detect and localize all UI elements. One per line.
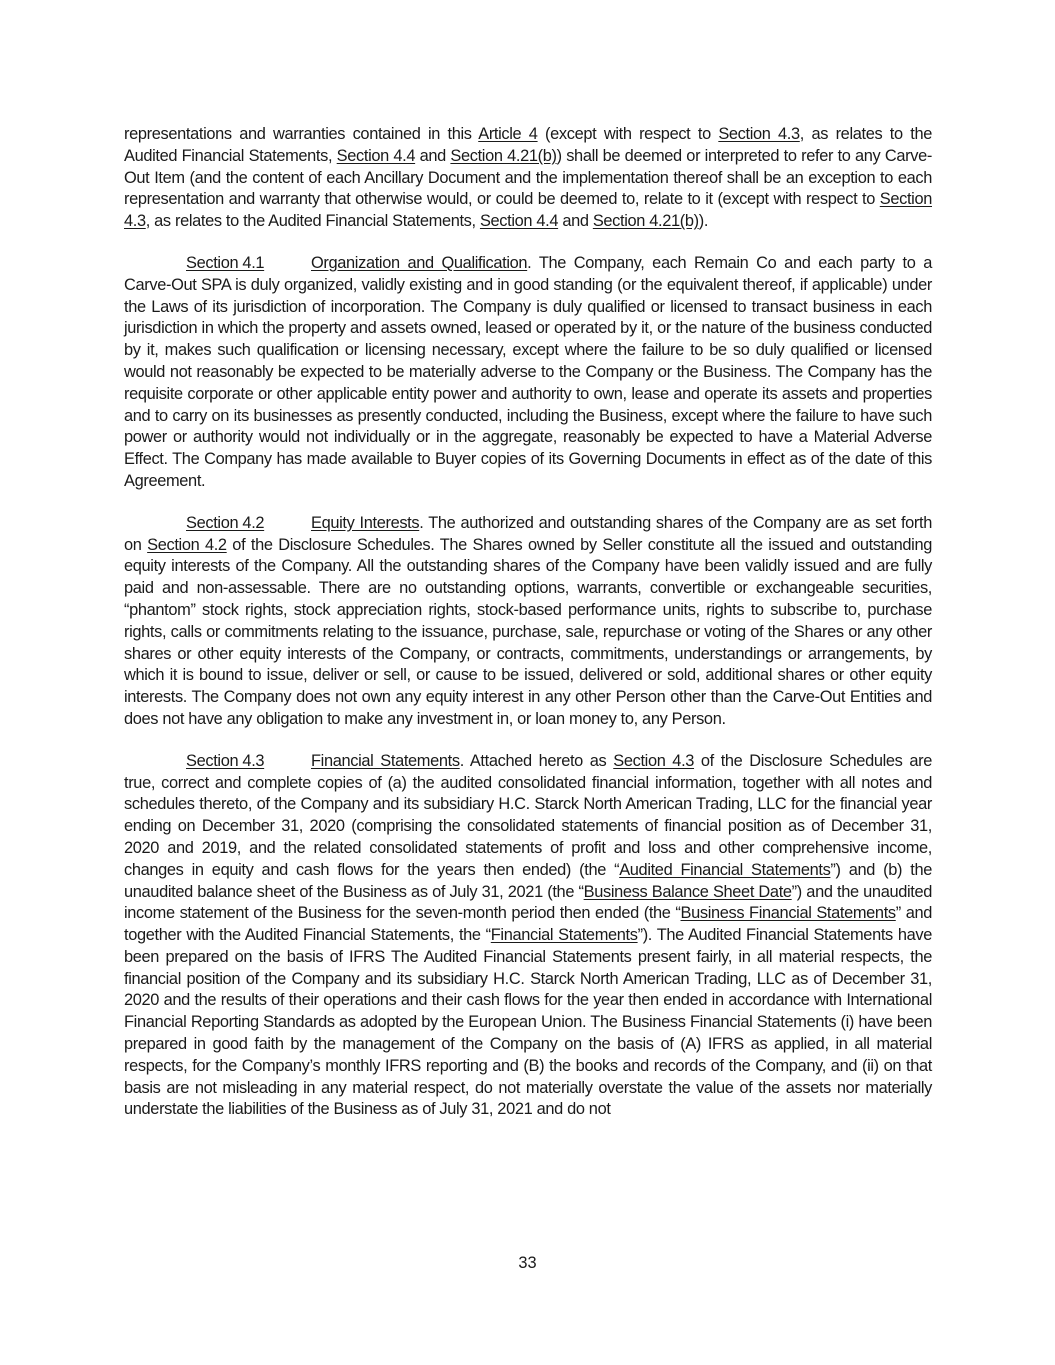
section-4-1-heading: Organization and Qualification — [311, 253, 528, 272]
defined-term-business-balance-sheet-date: Business Balance Sheet Date — [583, 882, 792, 901]
section-4-1-number: Section 4.1 — [186, 253, 265, 272]
section-4-2-heading: Equity Interests — [311, 513, 420, 532]
section-4-3-number: Section 4.3 — [186, 751, 265, 770]
defined-term-audited-financial-statements: Audited Financial Statements — [619, 860, 831, 879]
section-4-2-paragraph: Section 4.2 Equity Interests. The authorized and outstanding shares of the Company are as set forth on Section 4.2 of the Disclosure Schedules. The Shares owned by Seller constitute all the issued and outstanding equity interests of the Company. All the outstanding shares of the Company have been validly issued and are fully paid and non-assessable. There are no outstanding options, warrants, convertible or exchangeable securities, “phantom” stock rights, stock appreciation rights, stock-based performance units, rights to subscribe to, purchase rights, calls or commitments relating to the issuance, purchase, sale, repurchase or voting of the Shares or any other shares or other equity interests of the Company, or contracts, commitments, understandings or arrangements, by which it is bound to issue, deliver or sell, or cause to be issued, delivered or sold, additional shares or other equity interests. The Company does not own any equity interest in any other Person other than the Carve-Out Entities and does not have any obligation to make any investment in, or loan money to, any Person. — [124, 513, 932, 728]
defined-term-business-financial-statements: Business Financial Statements — [680, 904, 896, 923]
section-4-21b-link[interactable]: Section 4.21(b) — [592, 212, 699, 231]
section-4-1-paragraph: Section 4.1 Organization and Qualification. The Company, each Remain Co and each party to a Carve-Out SPA is duly organized, validly existing and in good standing (or the equivalent thereof, if applicable) under the Laws of its jurisdiction of incorporation. The Company is duly qualified or licensed to transact business in each jurisdiction in which the property and assets owned, leased or operated by it, or the nature of the business conducted by it, makes such qualification or licensing necessary, except where the failure to be so duly qualified or licensed would not reasonably be expected to be materially adverse to the Company or the Business. The Company has the requisite corporate or other applicable entity power and authority to own, lease and operate its assets and properties and to carry on its businesses as presently conducted, including the Business, except where the failure to have such power or authority would not individually or in the aggregate, reasonably be expected to have a Material Adverse Effect. The Company has made available to Buyer copies of its Governing Documents in effect as of the date of this Agreement. — [124, 253, 932, 490]
section-4-3-link[interactable]: Section 4.3 — [718, 125, 800, 143]
section-4-2-number: Section 4.2 — [186, 513, 265, 532]
intro-paragraph: representations and warranties contained in this Article 4 (except with respect to Section 4.3, as relates to the Audited Financial Statements, Section 4.4 and Section 4.21(b)) shall be deemed or interpreted to refer to any Carve-Out Item (and the content of each Ancillary Document and the implementation thereof shall be an exception to each representation and warranty that otherwise would, or could be deemed to, relate to it (except with respect to Section 4.3, as relates to the Audited Financial Statements, Section 4.4 and Section 4.21(b)). — [124, 125, 932, 231]
page-number: 33 — [518, 1254, 537, 1272]
section-4-3-link[interactable]: Section 4.3 — [613, 751, 695, 770]
document-page — [124, 124, 932, 1141]
section-4-21b-link[interactable]: Section 4.21(b) — [450, 146, 557, 165]
section-4-3-heading: Financial Statements — [311, 751, 460, 770]
section-4-3-link[interactable]: Section 4.3 — [124, 190, 932, 231]
section-4-4-link[interactable]: Section 4.4 — [336, 146, 416, 165]
section-4-2-link[interactable]: Section 4.2 — [147, 535, 227, 554]
article-4-link[interactable]: Article 4 — [478, 125, 538, 143]
section-4-4-link[interactable]: Section 4.4 — [479, 212, 559, 231]
section-4-3-paragraph: Section 4.3 Financial Statements. Attached hereto as Section 4.3 of the Disclosure Schedules are true, correct and complete copies of (a) the audited consolidated financial information, together with all notes and schedules thereto, of the Company and its subsidiary H.C. Starck North American Trading, LLC for the financial year ending on December 31, 2020 (comprising the consolidated statements of financial position as of December 31, 2020 and 2019, and the related consolidated statements of profit and loss and other comprehensive income, changes in equity and cash flows for the years then ended) (the “Audited Financial Statements”) and (b) the unaudited balance sheet of the Business as of July 31, 2021 (the “Business Balance Sheet Date”) and the unaudited income statement of the Business for the seven-month period then ended (the “Business Financial Statements” and together with the Audited Financial Statements, the “Financial Statements”). The Audited Financial Statements have been prepared on the basis of IFRS The Audited Financial Statements present fairly, in all material respects, the financial position of the Company and its subsidiary H.C. Starck North American Trading, LLC as of December 31, 2020 and the results of their operations and their cash flows for the year then ended in accordance with International Financial Reporting Standards as adopted by the European Union. The Business Financial Statements (i) have been prepared in good faith by the management of the Company on the basis of (A) IFRS as applied, in all material respects, for the Company’s monthly IFRS reporting and (B) the books and records of the Company, and (ii) on that basis are not misleading in any material respect, do not materially overstate the value of the assets nor materially understate the liabilities of the Business as of July 31, 2021 and do not — [124, 751, 933, 1119]
defined-term-financial-statements: Financial Statements — [490, 926, 638, 945]
